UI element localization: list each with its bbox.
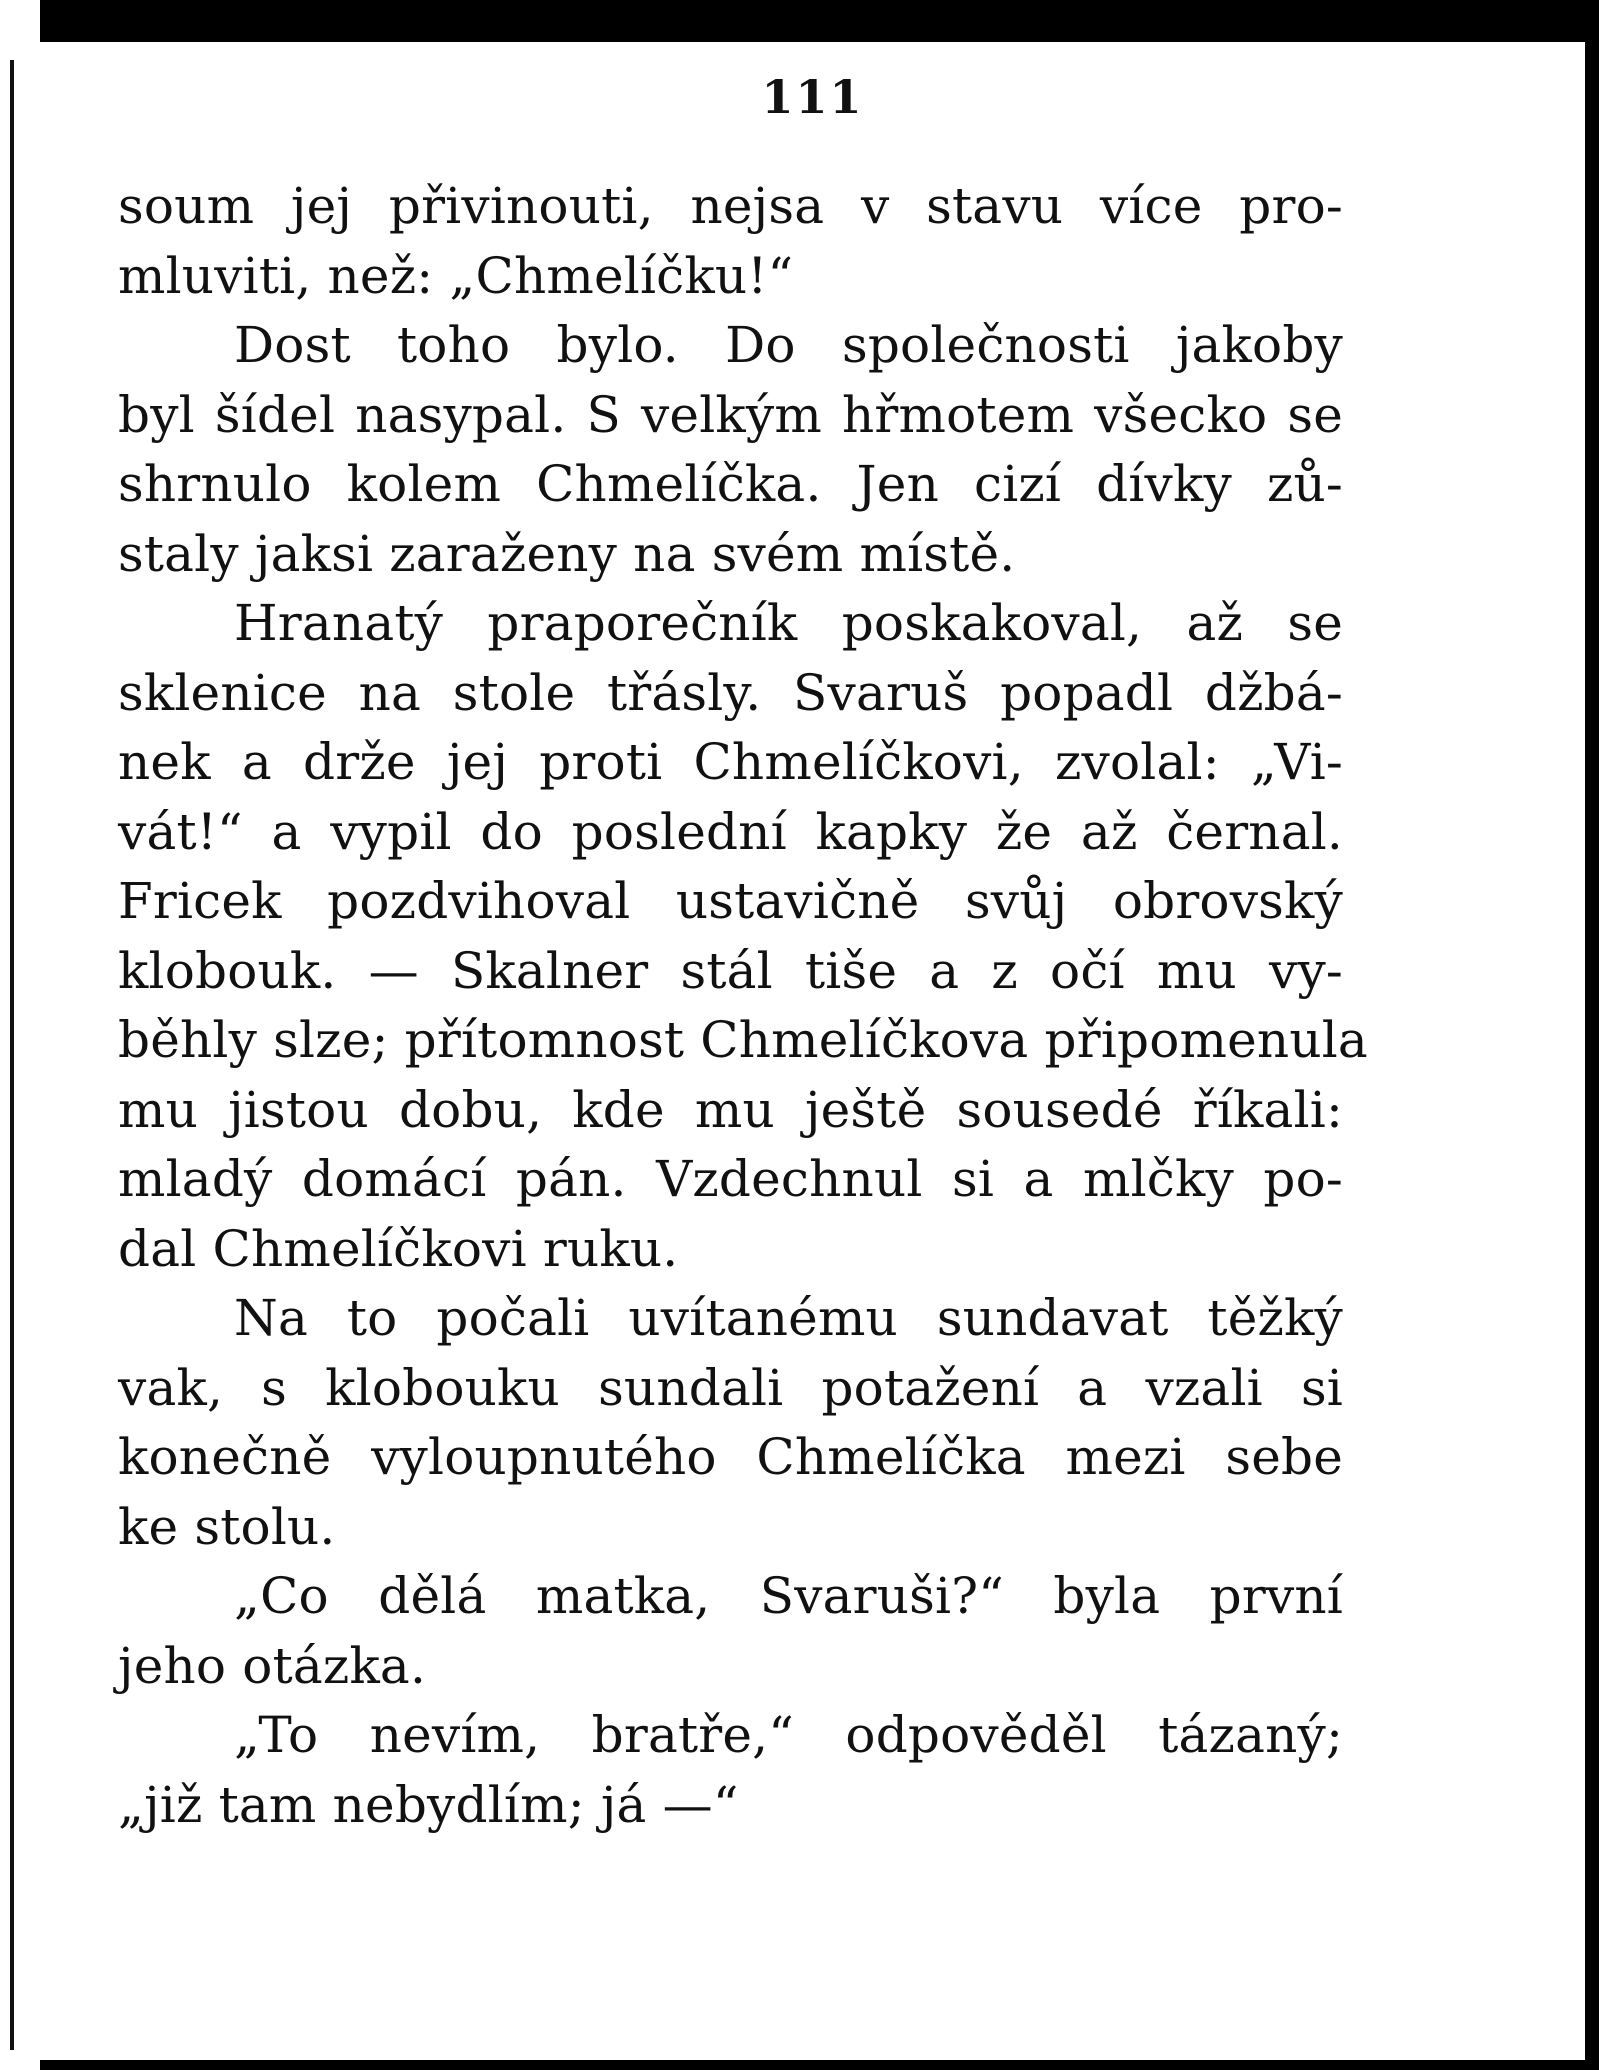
text-line: Na to počali uvítanému sundavat těžký	[234, 1289, 1343, 1347]
text-line: běhly slze; přítomnost Chmelíčkova připomenula	[118, 1011, 1368, 1069]
text-line: Fricek pozdvihoval ustavičně svůj obrovský	[118, 872, 1343, 930]
binding-edge-line	[10, 60, 14, 2050]
text-line: klobouk. — Skalner stál tiše a z očí mu vy-	[118, 941, 1343, 1000]
page-text	[118, 172, 1368, 1840]
text-line: ke stolu.	[118, 1497, 336, 1556]
text-line: Hranatý praporečník poskakoval, až se	[234, 594, 1343, 652]
text-line: „To nevím, bratře,“ odpověděl tázaný;	[234, 1706, 1343, 1764]
text-line: byl šídel nasypal. S velkým hřmotem všecko se	[118, 385, 1343, 444]
text-line: mluviti, než: „Chmelíčku!“	[118, 246, 794, 305]
text-line: mu jistou dobu, kde mu ještě sousedé říkali:	[118, 1080, 1343, 1139]
left-page-edge	[0, 0, 40, 2070]
text-line: Dost toho bylo. Do společnosti jakoby	[234, 316, 1343, 374]
text-line: vát!“ a vypil do poslední kapky že až černal.	[118, 802, 1343, 861]
text-line: konečně vyloupnutého Chmelíčka mezi sebe	[118, 1428, 1343, 1486]
book-page	[40, 42, 1585, 2060]
text-line: jeho otázka.	[118, 1636, 427, 1695]
page-number: 111	[761, 70, 864, 124]
text-line: mladý domácí pán. Vzdechnul si a mlčky po-	[118, 1150, 1343, 1208]
text-line: soum jej přivinouti, nejsa v stavu více pro-	[118, 177, 1343, 235]
text-line: nek a drže jej proti Chmelíčkovi, zvolal: „Vi-	[118, 733, 1343, 791]
text-line: „již tam nebydlím; já —“	[118, 1775, 739, 1834]
text-line: shrnulo kolem Chmelíčka. Jen cizí dívky zů-	[118, 455, 1343, 513]
text-line: vak, s klobouku sundali potažení a vzali si	[118, 1358, 1343, 1417]
text-line: sklenice na stole třásly. Svaruš popadl džbá-	[118, 663, 1343, 722]
text-line: „Co dělá matka, Svaruši?“ byla první	[234, 1567, 1343, 1625]
text-line: staly jaksi zaraženy na svém místě.	[118, 524, 1016, 583]
text-line: dal Chmelíčkovi ruku.	[118, 1219, 679, 1278]
